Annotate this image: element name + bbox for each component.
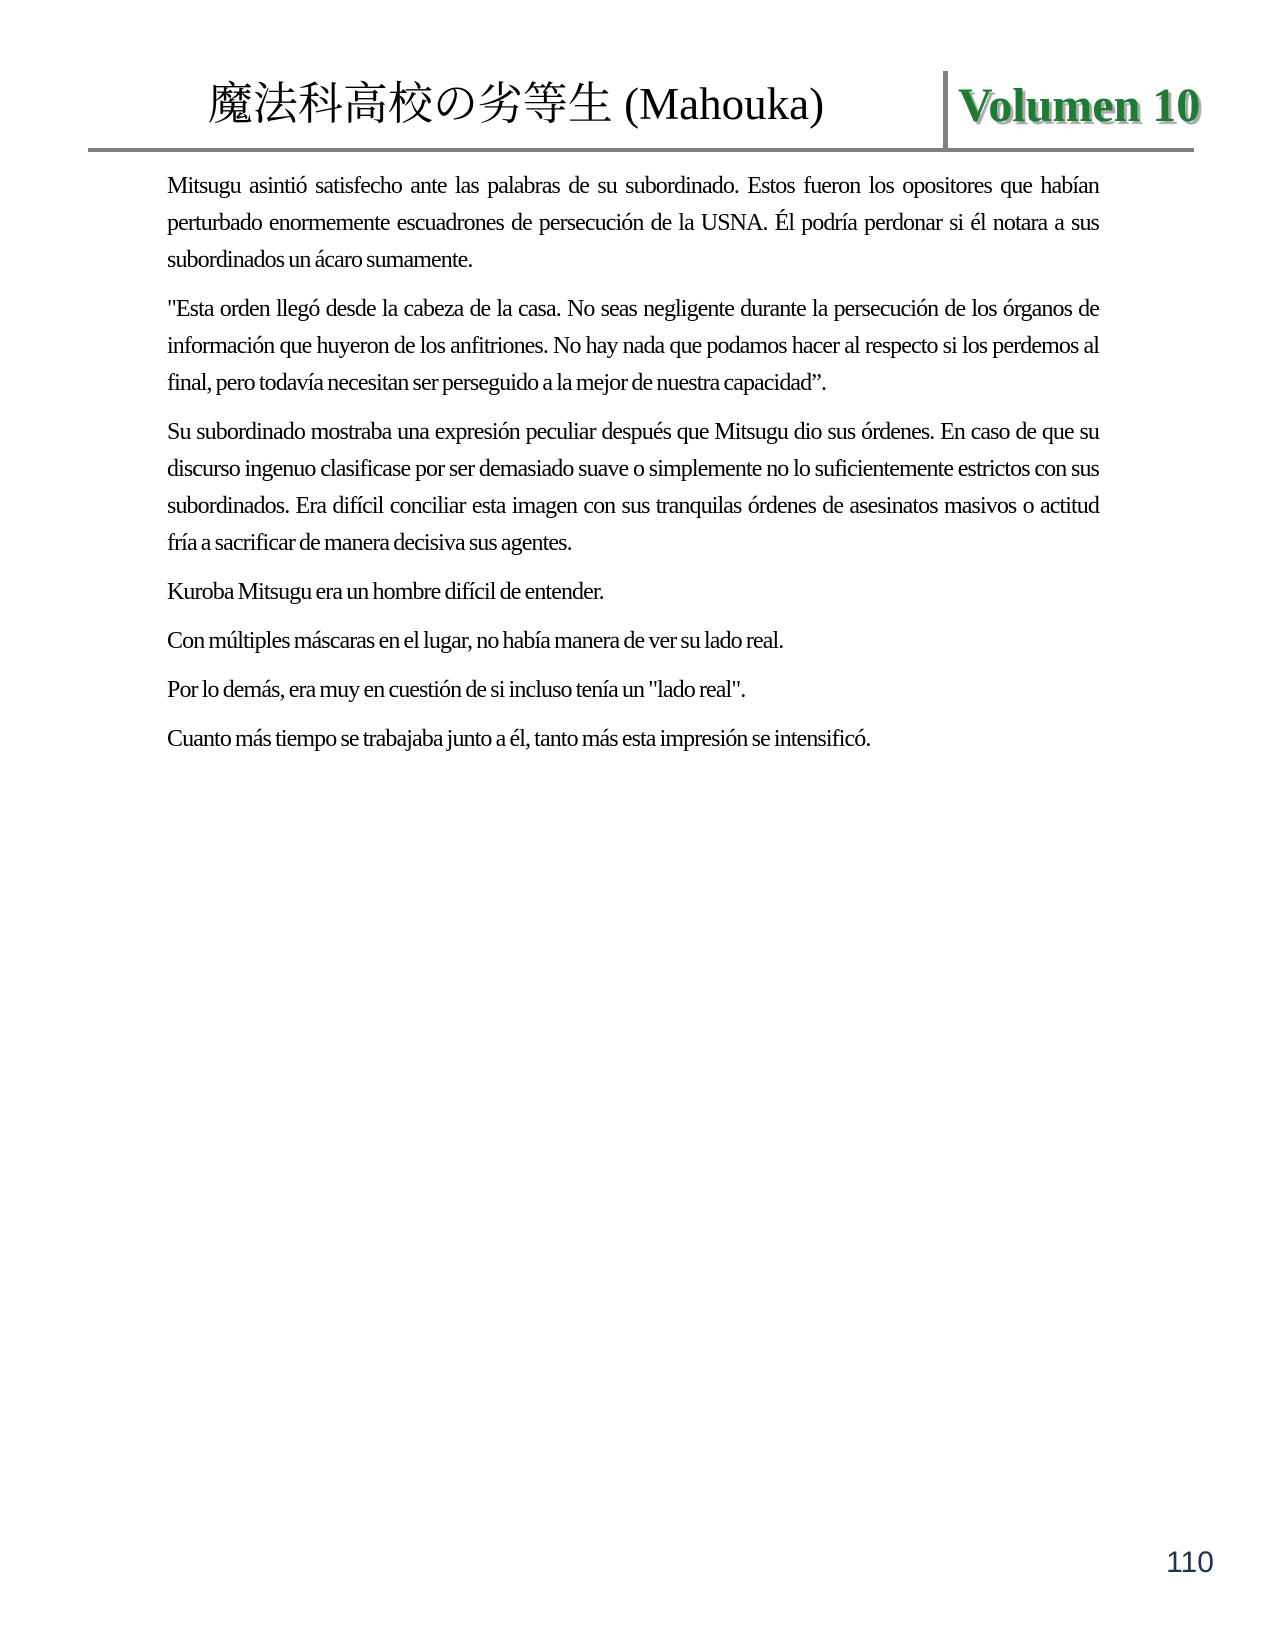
paragraph: Por lo demás, era muy en cuestión de si incluso tenía un "lado real".	[167, 677, 746, 703]
page-header-title: 魔法科高校の劣等生 (Mahouka)	[207, 79, 825, 129]
header-vertical-divider	[943, 71, 948, 151]
paragraph: Cuanto más tiempo se trabajaba junto a él, tanto más esta impresión se intensificó.	[167, 726, 871, 752]
paragraph: Su subordinado mostraba una expresión peculiar después que Mitsugu dio sus órdenes. En caso de que su discurso ingenuo clasificase por ser demasiado suave o simplemente no lo suficientemente estrictos con sus subordinados. Era difícil conciliar esta imagen con sus tranquilas órdenes de asesinatos masivos o actitud fría a sacrificar de manera decisiva sus agentes.	[167, 419, 1099, 556]
header-horizontal-rule	[88, 148, 1194, 152]
volume-label: Volumen 10	[958, 79, 1201, 132]
paragraph: Con múltiples máscaras en el lugar, no había manera de ver su lado real.	[167, 628, 784, 654]
paragraph: Kuroba Mitsugu era un hombre difícil de entender.	[167, 579, 604, 605]
paragraph: Mitsugu asintió satisfecho ante las palabras de su subordinado. Estos fueron los opositores que habían perturbado enormemente escuadrones de persecución de la USNA. Él podría perdonar si él notara a sus subordinados un ácaro sumamente.	[167, 173, 1099, 273]
page-number: 110	[1166, 1546, 1214, 1579]
paragraph: "Esta orden llegó desde la cabeza de la casa. No seas negligente durante la persecución de los órganos de información que huyeron de los anfitriones. No hay nada que podamos hacer al respecto si los perdemos al final, pero todavía necesitan ser perseguido a la mejor de nuestra capacidad”.	[167, 296, 1099, 396]
body-content	[167, 168, 1099, 770]
